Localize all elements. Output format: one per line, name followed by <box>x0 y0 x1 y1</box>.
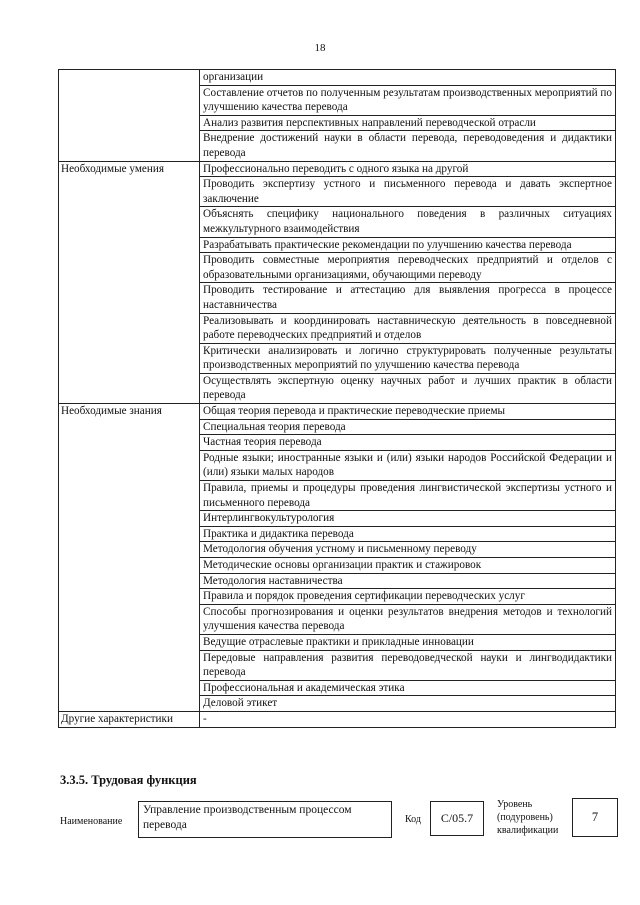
table-cell: организации <box>200 70 616 86</box>
table-cell: Проводить совместные мероприятия переводческих предприятий и отделов с образовательными организациями, обучающими переводу <box>200 253 616 283</box>
table-cell: Родные языки; иностранные языки и (или) языки народов Российской Федерации и (или) языки малых народов <box>200 450 616 480</box>
table-cell: Ведущие отраслевые практики и прикладные инновации <box>200 634 616 650</box>
labor-function-block <box>60 801 620 851</box>
table-cell: Деловой этикет <box>200 696 616 712</box>
table-cell: Методология обучения устному и письменному переводу <box>200 542 616 558</box>
table-cell: Интерлингвокультурология <box>200 511 616 527</box>
table-cell: Внедрение достижений науки в области перевода, переводоведения и дидактики перевода <box>200 131 616 161</box>
table-cell: Анализ развития перспективных направлений переводческой отрасли <box>200 115 616 131</box>
requirements-table <box>58 69 616 728</box>
function-name-label: Наименование <box>60 816 123 827</box>
table-cell: Осуществлять экспертную оценку научных работ и лучших практик в области перевода <box>200 373 616 403</box>
table-cell: Проводить экспертизу устного и письменного перевода и давать экспертное заключение <box>200 177 616 207</box>
function-code-value: C/05.7 <box>430 801 484 836</box>
table-row <box>59 404 616 420</box>
section-title: 3.3.5. Трудовая функция <box>60 773 197 787</box>
table-cell: Профессиональная и академическая этика <box>200 680 616 696</box>
table-cell: Способы прогнозирования и оценки результатов внедрения методов и технологий улучшения качества перевода <box>200 604 616 634</box>
table-cell: Разрабатывать практические рекомендации по улучшению качества перевода <box>200 237 616 253</box>
table-cell: Методические основы организации практик и стажировок <box>200 558 616 574</box>
other-characteristics-label: Другие характеристики <box>59 711 200 727</box>
table-row <box>59 161 616 177</box>
function-code-label: Код <box>405 814 421 825</box>
function-name-value: Управление производственным процессом перевода <box>138 801 392 838</box>
qualification-level-label <box>497 798 558 837</box>
level-label-line: (подуровень) <box>497 812 553 823</box>
table-cell: Передовые направления развития переводоведческой науки и лингводидактики перевода <box>200 650 616 680</box>
table-cell: Проводить тестирование и аттестацию для выявления прогресса в процессе наставничества <box>200 283 616 313</box>
table-cell: Профессионально переводить с одного языка на другой <box>200 161 616 177</box>
table-cell: Реализовывать и координировать наставническую деятельность в повседневной работе переводческих предприятий и отделов <box>200 313 616 343</box>
table-row <box>59 70 616 86</box>
other-characteristics-value: - <box>200 711 616 727</box>
page-number: 18 <box>314 42 326 54</box>
qualification-level-value: 7 <box>572 798 618 837</box>
table-cell: Критически анализировать и логично структурировать полученные результаты производственных мероприятий по улучшению качества перевода <box>200 343 616 373</box>
table-cell: Практика и дидактика перевода <box>200 526 616 542</box>
table-cell: Методология наставничества <box>200 573 616 589</box>
table-cell: Правила, приемы и процедуры проведения лингвистической экспертизы устного и письменного перевода <box>200 481 616 511</box>
table-row <box>59 711 616 727</box>
level-label-line: Уровень <box>497 799 533 810</box>
table-cell: Правила и порядок проведения сертификации переводческих услуг <box>200 589 616 605</box>
table-cell: Специальная теория перевода <box>200 419 616 435</box>
table-cell: Объяснять специфику национального поведения в различных ситуациях межкультурного взаимодействия <box>200 207 616 237</box>
table-cell: Составление отчетов по полученным результатам производственных мероприятий по улучшению качества перевода <box>200 85 616 115</box>
row-label-empty <box>59 70 200 162</box>
table-cell: Общая теория перевода и практические переводческие приемы <box>200 404 616 420</box>
table-cell: Частная теория перевода <box>200 435 616 451</box>
level-label-line: квалификации <box>497 825 559 836</box>
knowledge-label: Необходимые знания <box>59 404 200 712</box>
skills-label: Необходимые умения <box>59 161 200 404</box>
